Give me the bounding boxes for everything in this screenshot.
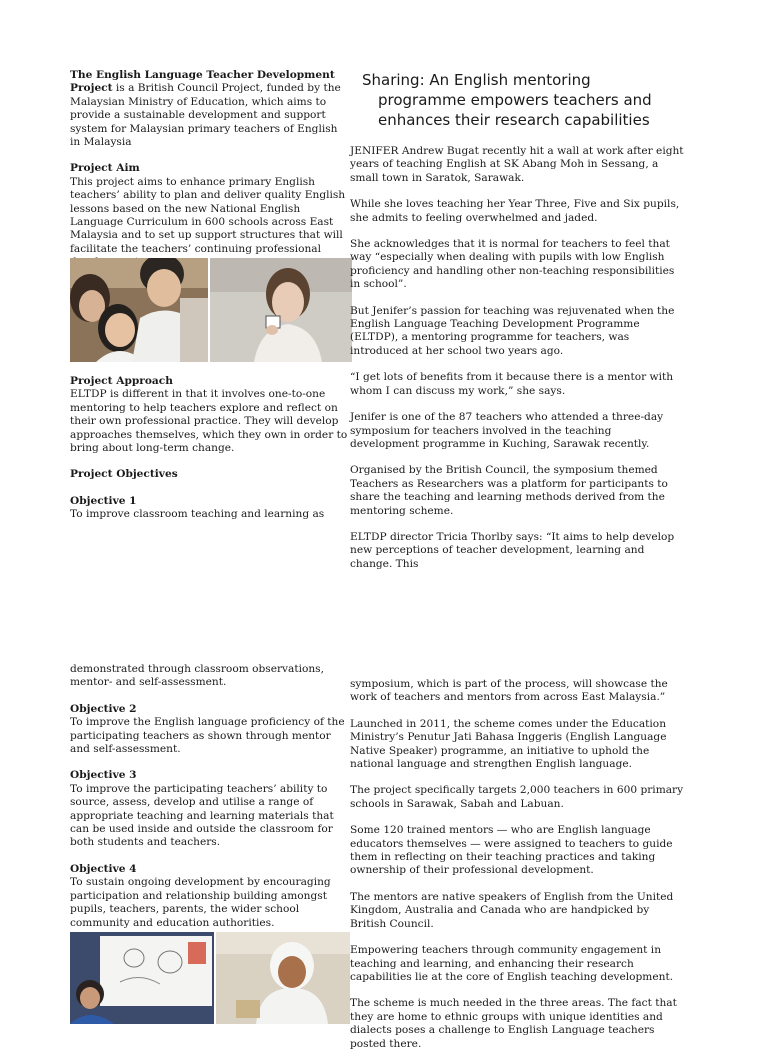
article-paragraph: The project specifically targets 2,000 teachers in 600 primary schools in Sarawak, Sabah and Labuan.: [350, 784, 684, 810]
article-paragraph: ELTDP director Tricia Thorlby says: “It aims to help develop new perceptions of teacher development, learning and change. This: [350, 530, 675, 570]
objectives-heading: Project Objectives: [70, 468, 178, 481]
article-paragraph: Some 120 trained mentors — who are English language educators themselves — were assigned to teachers to guide them in reflecting on their teaching practices and taking ownership of their professional development.: [350, 824, 673, 877]
teacher-card-photo: [210, 258, 352, 362]
article-bottom-column: [350, 678, 684, 1064]
project-name: The English Language Teacher Development Project: [70, 69, 335, 95]
student-photo: [216, 932, 350, 1024]
article-paragraph: But Jenifer’s passion for teaching was rejuvenated when the English Language Teaching Development Programme (ELTDP), a mentoring programme for teachers, was introduced at her school two years ago.: [350, 304, 675, 357]
objective-2-text: To improve the English language proficiency of the participating teachers as shown through mentor and self-assessment.: [70, 716, 345, 756]
classroom-photo: [70, 932, 214, 1024]
article-top-column: [350, 145, 684, 584]
article-paragraph: The mentors are native speakers of English from the United Kingdom, Australia and Canada who are handpicked by British Council.: [350, 890, 674, 930]
article-paragraph: While she loves teaching her Year Three, Five and Six pupils, she admits to feeling overwhelmed and jaded.: [350, 198, 680, 224]
objective-2-heading: Objective 2: [70, 702, 137, 715]
article-title: [362, 70, 672, 130]
article-paragraph: “I get lots of benefits from it because there is a mentor with whom I can discuss my work,” she says.: [350, 371, 674, 397]
article-paragraph: Jenifer is one of the 87 teachers who attended a three-day symposium for teachers involved in the teaching development programme in Kuching, Sarawak recently.: [350, 411, 664, 450]
intro-paragraph: [70, 69, 350, 149]
objective-3-heading: Objective 3: [70, 769, 137, 782]
article-paragraph: She acknowledges that it is normal for teachers to feel that way “especially when dealing with pupils with low English proficiency and handling other non-teaching responsibilities in school”.: [350, 238, 675, 291]
article-paragraph: symposium, which is part of the process, will showcase the work of teachers and mentors from across East Malaysia.”: [350, 678, 668, 704]
title-line-1: Sharing: An English mentoring: [362, 71, 591, 89]
article-paragraph: Launched in 2011, the scheme comes under the Education Ministry’s Penutur Jati Bahasa Inggeris (English Language Native Speaker) programme, an initiative to uphold the national language and strengthen English language.: [350, 717, 667, 771]
intro-text: is a British Council Project, funded by the Malaysian Ministry of Education, which aims to provide a sustainable development and support system for Malaysian primary teachers of English in Malaysia: [70, 82, 341, 149]
objective-1-text-b: demonstrated through classroom observations, mentor- and self-assessment.: [70, 663, 324, 689]
article-paragraph: The scheme is much needed in the three areas. The fact that they are home to ethnic groups with unique identities and dialects poses a challenge to English Language teachers posted there.: [350, 997, 677, 1050]
approach-block: [70, 375, 352, 522]
objective-4-text: To sustain ongoing development by encouraging participation and relationship building amongst pupils, teachers, parents, the wider school community and education authorities.: [70, 876, 331, 929]
objective-4-heading: Objective 4: [70, 862, 137, 875]
article-paragraph: JENIFER Andrew Bugat recently hit a wall at work after eight years of teaching English at SK Abang Moh in Sessang, a small town in Saratok, Sarawak.: [350, 145, 684, 184]
title-line-3: enhances their research capabilities: [378, 111, 650, 129]
teachers-photo: [70, 258, 208, 362]
objectives-block: [70, 663, 352, 943]
article-paragraph: Empowering teachers through community engagement in teaching and learning, and enhancing their research capabilities lie at the core of English teaching development.: [350, 944, 674, 983]
approach-text: ELTDP is different in that it involves one-to-one mentoring to help teachers explore and reflect on their own professional practice. They will develop approaches themselves, which they own in order to bring about long-term change.: [70, 388, 348, 455]
article-paragraph: Organised by the British Council, the symposium themed Teachers as Researchers was a platform for participants to share the teaching and learning methods derived from the mentoring scheme.: [350, 464, 668, 517]
title-line-2: programme empowers teachers and: [378, 91, 652, 109]
aim-heading: Project Aim: [70, 162, 140, 175]
objective-1-heading: Objective 1: [70, 494, 137, 507]
approach-heading: Project Approach: [70, 375, 173, 387]
intro-block: [70, 69, 350, 283]
aim-text: This project aims to enhance primary English teachers’ ability to plan and deliver quality English lessons based on the new National English Language Curriculum in 600 schools across East Malaysia and to set up support structures that will facilitate the teachers’ continuing professional: [70, 175, 346, 255]
objective-3-text: To improve the participating teachers’ ability to source, assess, develop and utilise a range of appropriate teaching and learning materials that can be used inside and outside the classroom for both students and teachers.: [70, 782, 334, 849]
objective-1-text-a: To improve classroom teaching and learning as: [70, 508, 325, 521]
